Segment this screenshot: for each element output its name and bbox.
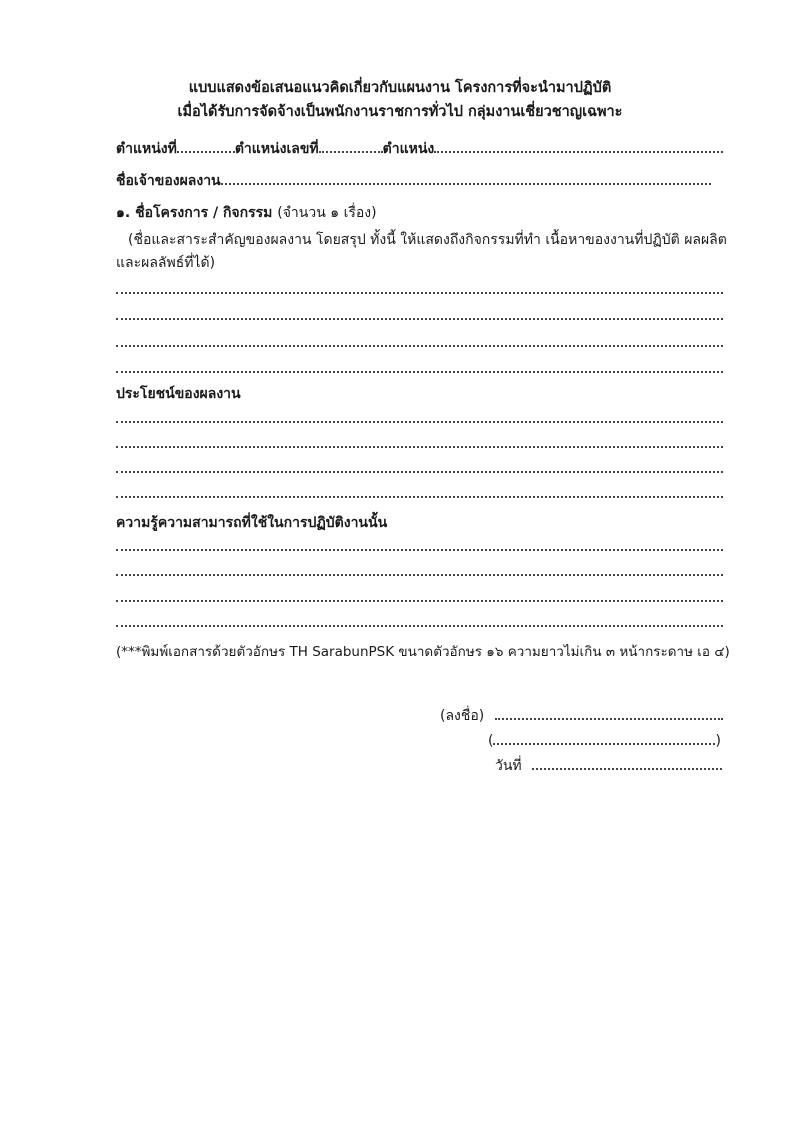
position-number-label: ตำแหน่งเลขที่ [234,141,319,157]
signature-fill[interactable] [495,706,723,720]
document-title-line1: แบบแสดงข้อเสนอแนวคิดเกี่ยวกับแผนงาน โครงการที่จะนำมาปฏิบัติ [188,80,612,96]
owner-label: ชื่อเจ้าของผลงาน [116,173,221,189]
section3-fill-line[interactable] [116,547,723,551]
section2-fill-line[interactable] [116,419,723,423]
section1-title: ๑. ชื่อโครงการ / กิจกรรม [116,205,273,221]
owner-row [116,171,723,191]
position-name-fill[interactable] [434,139,723,153]
section1-fill-line[interactable] [116,343,723,347]
font-instruction-note: (***พิมพ์เอกสารด้วยตัวอักษร TH SarabunPSK ขนาดตัวอักษร ๑๖ ความยาวไม่เกิน ๓ หน้ากระดาษ เอ ๔) [116,644,730,660]
section2-heading: ประโยชน์ของผลงาน [116,386,241,402]
section2-fill-line[interactable] [116,469,723,473]
section1-instruction-line2: และผลลัพธ์ที่ได้) [116,255,216,271]
open-paren: ( [488,733,494,749]
section1-heading [116,203,377,223]
document-title-line2: เมื่อได้รับการจัดจ้างเป็นพนักงานราชการทั่วไป กลุ่มงานเชี่ยวชาญเฉพาะ [177,104,623,120]
section1-count-note: (จำนวน ๑ เรื่อง) [277,205,377,221]
section1-fill-line[interactable] [116,316,723,320]
close-paren: ) [715,733,721,749]
date-fill[interactable] [532,756,722,770]
section3-fill-line[interactable] [116,572,723,576]
owner-fill[interactable] [221,171,711,185]
section1-fill-line[interactable] [116,369,723,373]
section1-instruction-line1: (ชื่อและสาระสำคัญของผลงาน โดยสรุป ทั้งนี้ ให้แสดงถึงกิจกรรมที่ทำ เนื้อหาของงานที่ปฏิบัติ ผลผลิต [128,232,727,248]
section2-fill-line[interactable] [116,494,723,498]
date-row [495,756,722,776]
position-fill[interactable] [177,139,235,153]
printed-name-fill[interactable] [493,731,715,745]
section1-fill-line[interactable] [116,290,723,294]
signature-name-row [488,731,721,751]
position-label: ตำแหน่งที่ [116,141,177,157]
section3-fill-line[interactable] [116,598,723,602]
signature-row [440,706,723,726]
section3-fill-line[interactable] [116,623,723,627]
position-number-fill[interactable] [319,139,383,153]
position-name-label: ตำแหน่ง [382,141,435,157]
signature-label: (ลงชื่อ) [440,708,485,724]
position-fields-row [116,139,723,159]
section3-heading: ความรู้ความสามารถที่ใช้ในการปฏิบัติงานนั้น [116,515,388,531]
date-label: วันที่ [495,758,522,774]
section2-fill-line[interactable] [116,444,723,448]
